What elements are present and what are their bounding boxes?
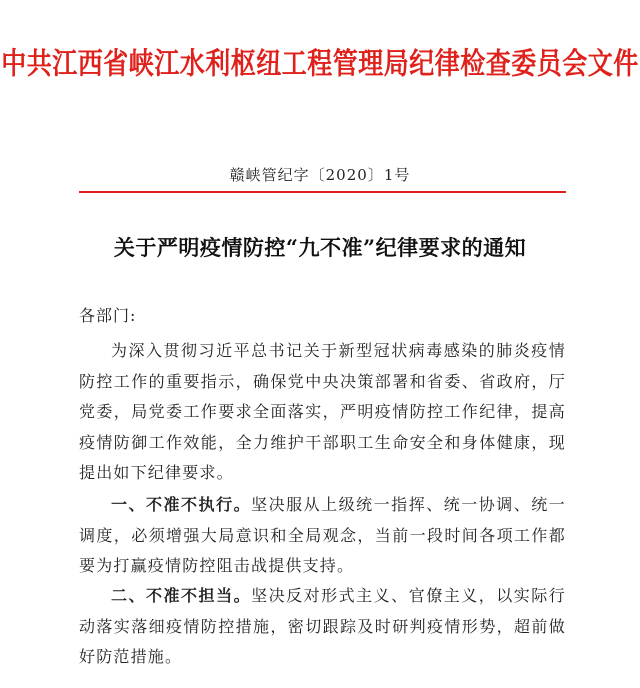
salutation: 各部门: bbox=[79, 306, 137, 325]
body-paragraph-intro bbox=[79, 336, 566, 490]
paragraph-text: 坚决反对形式主义、官僚主义，以实际行动落实落细疫情防控措施，密切跟踪及时研判疫情形势，超前做好防范措施。 bbox=[79, 586, 566, 666]
paragraph-heading: 二、不准不担当。 bbox=[111, 586, 252, 605]
paragraph-text: 坚决服从上级统一指挥、统一协调、统一调度，必须增强大局意识和全局观念，当前一段时间各项工作都要为打赢疫情防控阻击战提供支持。 bbox=[79, 495, 566, 575]
body-paragraph-item-2 bbox=[79, 581, 566, 673]
body-paragraph-item-1 bbox=[79, 490, 566, 581]
document-number: 赣峡管纪字〔2020〕1号 bbox=[229, 166, 411, 184]
document-header-title: 中共江西省峡江水利枢纽工程管理局纪律检查委员会文件 bbox=[1, 46, 639, 81]
notice-title: 关于严明疫情防控“九不准”纪律要求的通知 bbox=[113, 235, 527, 260]
paragraph-text: 为深入贯彻习近平总书记关于新型冠状病毒感染的肺炎疫情防控工作的重要指示，确保党中央决策部署和省委、省政府，厅党委，局党委工作要求全面落实，严明疫情防控工作纪律，提高疫情防御工作效能，全力维护干部职工生命安全和身体健康，现提出如下纪律要求。 bbox=[79, 341, 566, 482]
red-divider-line bbox=[79, 191, 566, 193]
paragraph-heading: 一、不准不执行。 bbox=[111, 495, 252, 514]
document-body bbox=[79, 336, 566, 673]
